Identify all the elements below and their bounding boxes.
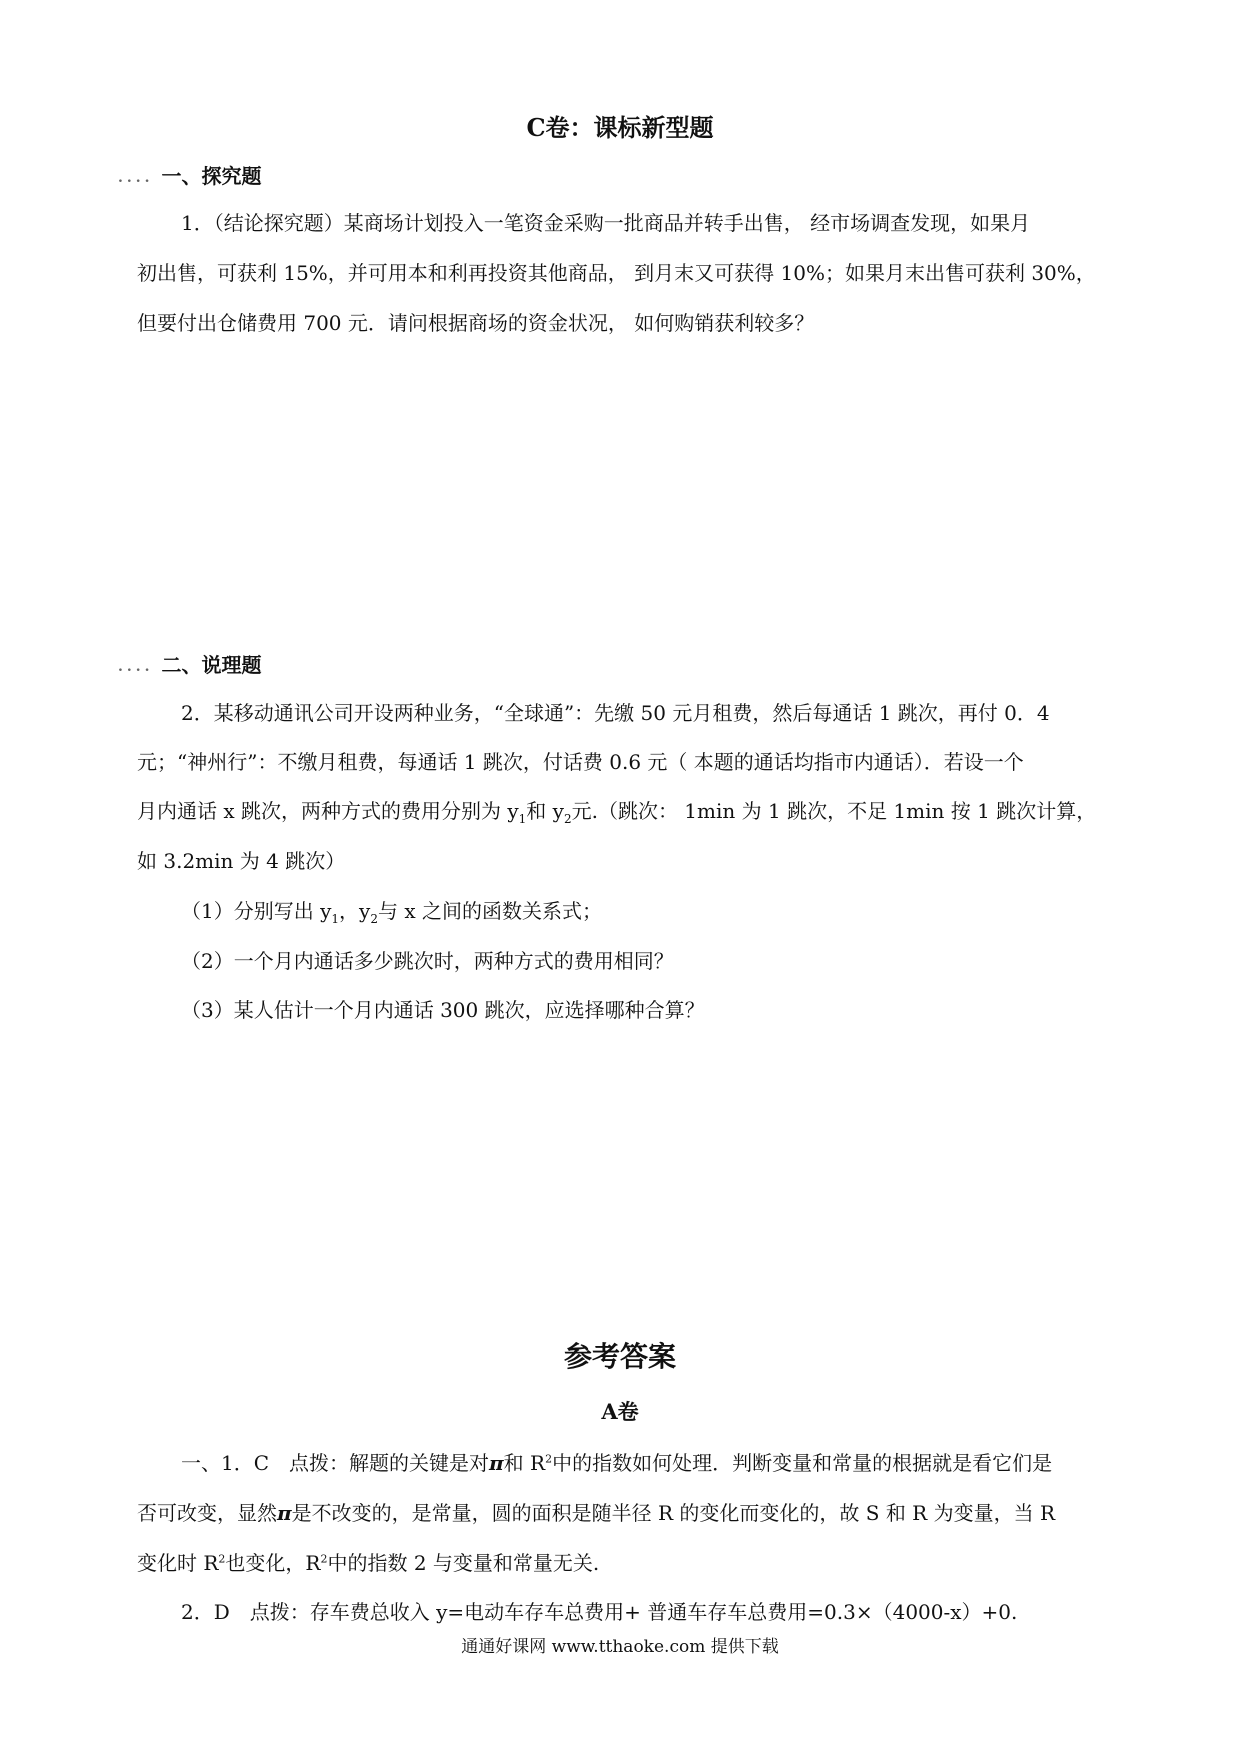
- pi-symbol: π: [489, 1451, 504, 1475]
- text-segment: 变化时 R: [137, 1551, 219, 1575]
- dots-marker: ....: [118, 658, 154, 675]
- question-2-line-3: [137, 795, 1096, 826]
- question-2-line-2: 元；“神州行”：不缴月租费，每通话 1 跳次，付话费 0.6 元（ 本题的通话均指市内通话）．若设一个: [137, 750, 1024, 774]
- question-2-line-4: 如 3.2min 为 4 跳次）: [137, 849, 346, 873]
- subscript: 2: [370, 912, 378, 926]
- answers-title: 参考答案: [563, 1340, 676, 1373]
- answer-1-line-3: [137, 1547, 599, 1576]
- superscript: 2: [320, 1552, 328, 1566]
- section-heading-explore: [118, 160, 262, 189]
- superscript: 2: [218, 1552, 226, 1566]
- text-segment: 中的指数如何处理．判断变量和常量的根据就是看它们是: [552, 1451, 1053, 1475]
- dots-marker: ....: [118, 169, 154, 186]
- footer-source: 通通好课网 www.tthaoke.com 提供下载: [461, 1637, 779, 1657]
- text-segment: 一、1．C 点拨：解题的关键是对: [181, 1451, 490, 1475]
- text-segment: 和 y: [526, 799, 564, 823]
- text-segment: 与 x 之间的函数关系式；: [377, 899, 602, 923]
- text-segment: 月内通话 x 跳次，两种方式的费用分别为 y: [137, 799, 519, 823]
- sub-question-1: [181, 895, 602, 926]
- pi-symbol: π: [277, 1501, 292, 1525]
- answer-2-line-1: 2．D 点拨：存车费总收入 y=电动车存车总费用+ 普通车存车总费用=0.3×（4000-x）+0.: [181, 1600, 1018, 1624]
- text-segment: ，y: [339, 899, 371, 923]
- sub-question-2: （2）一个月内通话多少跳次时，两种方式的费用相同？: [181, 949, 674, 973]
- subscript: 1: [518, 812, 527, 826]
- answers-volume-a-title: A卷: [601, 1399, 639, 1424]
- text-segment: 也变化，R: [225, 1551, 321, 1575]
- question-1-line-1: 1．（结论探究题）某商场计划投入一笔资金采购一批商品并转手出售， 经市场调查发现，如果月: [181, 211, 1031, 235]
- text-segment: 和 R: [503, 1451, 546, 1475]
- subscript: 1: [331, 912, 340, 926]
- section-heading-label: 二、说理题: [161, 653, 262, 677]
- answer-1-line-2: [137, 1497, 1055, 1526]
- section-heading-reasoning: [118, 649, 262, 678]
- text-segment: 是不改变的，是常量，圆的面积是随半径 R 的变化而变化的，故 S 和 R 为变量，当 R: [291, 1501, 1056, 1525]
- text-segment: 中的指数 2 与变量和常量无关.: [327, 1551, 600, 1575]
- text-segment: （1）分别写出 y: [181, 899, 332, 923]
- subscript: 2: [563, 812, 572, 826]
- answer-1-line-1: [181, 1447, 1052, 1476]
- superscript: 2: [545, 1452, 553, 1466]
- page-title: C卷：课标新型题: [526, 113, 714, 142]
- sub-question-3: （3）某人估计一个月内通话 300 跳次，应选择哪种合算？: [181, 998, 705, 1022]
- question-1-line-3: 但要付出仓储费用 700 元．请问根据商场的资金状况， 如何购销获利较多？: [137, 311, 815, 335]
- question-2-line-1: 2．某移动通讯公司开设两种业务，“全球通”：先缴 50 元月租费，然后每通话 1 跳次，再付 0．4: [181, 701, 1050, 725]
- section-heading-label: 一、探究题: [161, 164, 262, 188]
- question-1-line-2: 初出售，可获利 15%，并可用本和利再投资其他商品， 到月末又可获得 10%；如果月末出售可获利 30%，: [137, 261, 1096, 285]
- text-segment: 否可改变，显然: [137, 1501, 277, 1525]
- text-segment: 元.（跳次： 1min 为 1 跳次，不足 1min 按 1 跳次计算，: [571, 799, 1097, 823]
